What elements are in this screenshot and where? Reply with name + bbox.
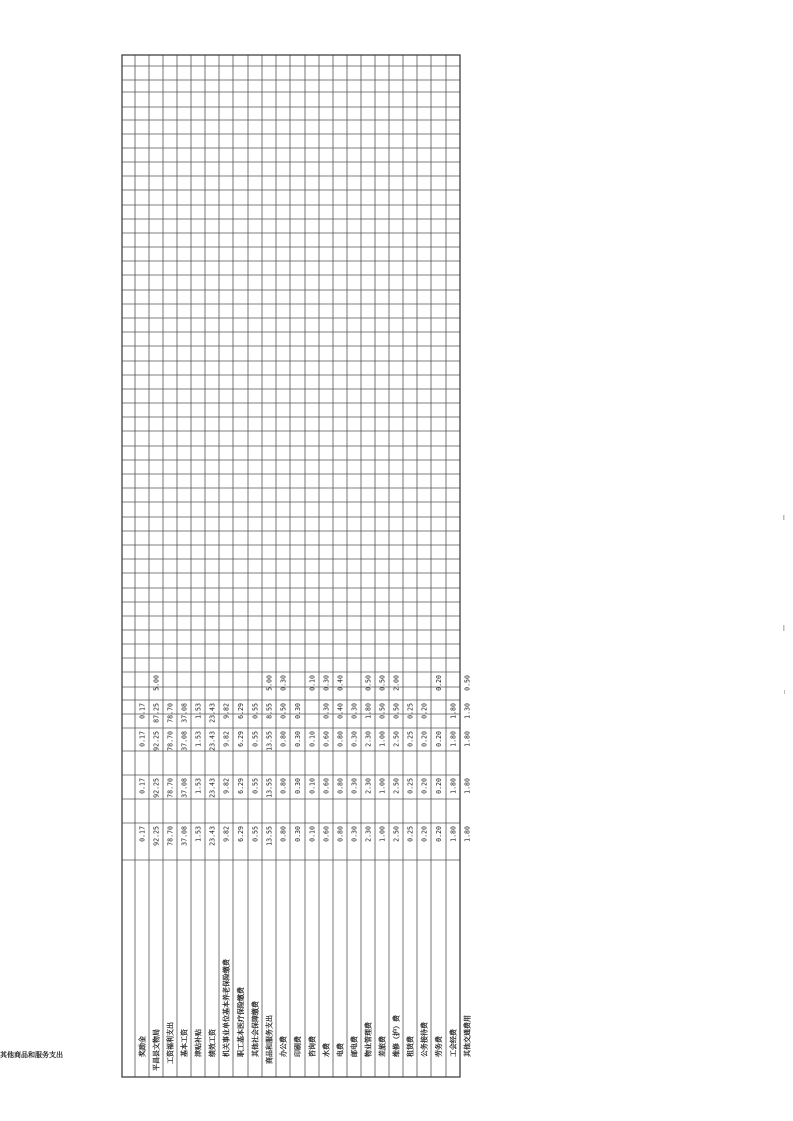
table-row (307, 675, 316, 1057)
table-row (349, 703, 358, 1057)
row-value-cell: 1.80 (463, 778, 472, 794)
table-row (207, 703, 216, 1057)
row-value-cell: 87.25 (152, 703, 161, 723)
table-row (321, 675, 330, 1058)
row-value-cell: 0.30 (293, 778, 302, 794)
row-value-cell: 0.10 (308, 778, 317, 794)
row-item-name: 商品和服务支出 (264, 1015, 274, 1064)
row-value-cell: 0.20 (420, 731, 429, 747)
table-row (250, 703, 259, 1057)
row-value-cell: 37.08 (180, 703, 189, 723)
row-value-cell: 0.10 (308, 675, 317, 691)
row-item-name: 印刷费 (292, 1036, 302, 1057)
row-item-name: 职工基本医疗保险缴费 (235, 987, 245, 1057)
row-item-name: 咨询费 (307, 1036, 317, 1057)
row-value-cell: 0.80 (279, 731, 288, 747)
row-value-cell: 1.80 (449, 731, 458, 747)
row-value-cell: 2.00 (392, 675, 401, 691)
row-value-cell: 1.53 (194, 778, 203, 794)
row-value-cell: 0.17 (138, 703, 147, 719)
row-value-cell: 0.20 (434, 675, 443, 691)
row-value-cell: 1.53 (194, 826, 203, 842)
table-row (221, 703, 230, 1057)
row-value-cell: 2.50 (392, 826, 401, 842)
row-value-cell: 0.30 (350, 731, 359, 747)
row-value-cell: 92.25 (152, 826, 161, 846)
table-row (434, 675, 443, 1057)
table-grid-lines (122, 55, 460, 1077)
row-value-cell: 2.50 (392, 731, 401, 747)
row-value-cell: 6.29 (236, 731, 245, 747)
row-item-name: 奖励金 (137, 1036, 147, 1057)
row-item-name: 公务接待费 (419, 1022, 429, 1057)
row-value-cell: 0.80 (336, 826, 345, 842)
row-value-cell: 92.25 (152, 778, 161, 798)
table-frame (122, 55, 460, 1077)
row-item-name: 基本工资 (179, 1029, 189, 1057)
row-value-cell: 0.30 (350, 826, 359, 842)
row-value-cell: 78.70 (166, 703, 175, 723)
table-row (137, 703, 146, 1057)
row-item-name: 邮电费 (349, 1036, 359, 1057)
row-value-cell: 0.20 (434, 826, 443, 842)
row-value-cell: 1.00 (378, 731, 387, 747)
row-value-cell: 0.40 (336, 675, 345, 691)
row-value-cell: 0.30 (322, 703, 331, 719)
row-value-cell: 23.43 (208, 826, 217, 846)
row-value-cell: 1.80 (463, 826, 472, 842)
row-value-cell: 0.10 (308, 826, 317, 842)
table-row (419, 703, 428, 1058)
row-value-cell: 13.55 (265, 731, 274, 751)
row-value-cell: 0.30 (322, 675, 331, 691)
row-value-cell: 23.43 (208, 703, 217, 723)
table-row (462, 675, 471, 1057)
table-row (151, 675, 160, 1071)
row-value-cell: 0.80 (336, 731, 345, 747)
row-value-cell: 0.25 (406, 826, 415, 842)
row-value-cell: 0.25 (406, 703, 415, 719)
row-value-cell: 1.53 (194, 703, 203, 719)
row-item-name: 平昌县文物局 (151, 1029, 161, 1071)
row-value-cell: 2.30 (364, 778, 373, 794)
row-value-cell: 13.55 (265, 826, 274, 846)
row-value-cell: 0.30 (350, 778, 359, 794)
row-value-cell: 1.80 (463, 731, 472, 747)
row-value-cell: 0.30 (293, 826, 302, 842)
row-value-cell: 0.20 (434, 731, 443, 747)
row-value-cell: 0.17 (138, 778, 147, 794)
row-item-name: 电费 (335, 1043, 345, 1057)
row-value-cell: 1.80 (364, 703, 373, 719)
row-value-cell: 9.82 (222, 703, 231, 719)
row-value-cell: 0.50 (279, 703, 288, 719)
row-value-cell: 1.80 (449, 826, 458, 842)
row-value-cell: 0.55 (251, 703, 260, 719)
row-value-cell: 0.20 (434, 778, 443, 794)
row-value-cell: 37.08 (180, 826, 189, 846)
row-item-name: 绩效工资 (207, 1029, 217, 1057)
row-item-name: 机关事业单位基本养老保险缴费 (221, 959, 231, 1057)
row-value-cell: 0.55 (251, 778, 260, 794)
row-value-cell: 1.53 (194, 731, 203, 747)
table-row (236, 703, 245, 1057)
row-value-cell: 9.82 (222, 731, 231, 747)
row-value-cell: 0.30 (293, 703, 302, 719)
row-value-cell: 78.70 (166, 731, 175, 751)
table-row (405, 703, 414, 1057)
table-row (264, 675, 273, 1064)
table-body (0, 669, 471, 1071)
row-value-cell: 6.29 (236, 826, 245, 842)
row-value-cell: 0.60 (322, 826, 331, 842)
row-value-cell: 0.30 (350, 703, 359, 719)
row-value-cell: 5.00 (152, 675, 161, 691)
row-value-cell: 0.50 (378, 675, 387, 691)
row-item-name: 物业管理费 (363, 1022, 373, 1057)
row-value-cell: 9.82 (222, 778, 231, 794)
row-value-cell: 0.80 (336, 778, 345, 794)
row-item-name: 办公费 (278, 1036, 288, 1057)
row-item-name: 差旅费 (377, 1036, 387, 1057)
row-item-name: 维修（护）费 (391, 1015, 401, 1057)
row-value-cell: 13.55 (265, 778, 274, 798)
row-value-cell: 23.43 (208, 778, 217, 798)
row-value-cell: 2.50 (392, 778, 401, 794)
row-value-cell: 5.00 (265, 675, 274, 691)
row-value-cell: 0.17 (138, 826, 147, 842)
row-item-name: 工资福利支出 (165, 1022, 175, 1064)
row-value-cell: 0.17 (138, 731, 147, 747)
row-value-cell: 0.50 (364, 675, 373, 691)
row-value-cell: 0.50 (463, 675, 472, 691)
row-item-name: 工会经费 (448, 1029, 458, 1057)
table-row (193, 703, 202, 1057)
scan-speck (784, 690, 785, 694)
row-value-cell: 2.30 (364, 731, 373, 747)
row-value-cell: 0.60 (322, 778, 331, 794)
row-value-cell: 0.30 (279, 675, 288, 691)
row-value-cell: 6.29 (236, 778, 245, 794)
row-value-cell: 0.25 (406, 731, 415, 747)
row-value-cell: 0.50 (378, 703, 387, 719)
table-row (448, 703, 457, 1057)
row-item-name: 其他交通费用 (462, 1015, 472, 1057)
row-value-cell: 0.10 (308, 731, 317, 747)
table-row (293, 703, 302, 1057)
row-value-cell: 0.20 (420, 703, 429, 719)
row-value-cell: 0.40 (336, 703, 345, 719)
row-item-name: 其他社会保障缴费 (250, 1001, 260, 1057)
row-item-name: 津贴补贴 (193, 1029, 203, 1057)
row-value-cell: 1.00 (378, 778, 387, 794)
row-value-cell: 0.55 (251, 731, 260, 747)
table-row (165, 703, 174, 1064)
row-value-cell: 1.00 (378, 826, 387, 842)
table-row (363, 675, 372, 1057)
row-value-cell: 0.50 (392, 703, 401, 719)
row-value-cell: 6.29 (236, 703, 245, 719)
row-value-cell: 0.25 (406, 778, 415, 794)
row-value-cell: 23.43 (208, 731, 217, 751)
scan-speck (783, 515, 785, 520)
table-row (391, 675, 400, 1057)
row-value-cell: 0.80 (279, 778, 288, 794)
row-value-cell: 78.70 (166, 826, 175, 846)
row-value-cell: 1.30 (463, 703, 472, 719)
row-value-cell: 8.55 (265, 703, 274, 719)
row-value-cell: 37.08 (180, 778, 189, 798)
row-item-name: 租赁费 (405, 1036, 415, 1057)
table-row (0, 669, 63, 1059)
row-value-cell: 1.80 (449, 703, 458, 719)
row-item-name: 其他商品和服务支出 (0, 1050, 63, 1059)
row-value-cell: 0.80 (279, 826, 288, 842)
row-value-cell: 37.08 (180, 731, 189, 751)
row-item-name: 水费 (321, 1043, 331, 1057)
table-row (278, 675, 287, 1057)
row-value-cell: 0.20 (420, 778, 429, 794)
table-row (377, 675, 386, 1057)
row-value-cell: 2.30 (364, 826, 373, 842)
row-item-name: 劳务费 (433, 1036, 443, 1057)
row-value-cell: 0.20 (420, 826, 429, 842)
row-value-cell: 1.80 (449, 778, 458, 794)
scan-speck (783, 625, 785, 631)
row-value-cell: 92.25 (152, 731, 161, 751)
row-value-cell: 78.70 (166, 778, 175, 798)
row-value-cell: 0.30 (293, 731, 302, 747)
row-value-cell: 9.82 (222, 826, 231, 842)
table-row (179, 703, 188, 1057)
row-value-cell: 0.55 (251, 826, 260, 842)
row-value-cell: 0.60 (322, 731, 331, 747)
table-row (335, 675, 344, 1057)
